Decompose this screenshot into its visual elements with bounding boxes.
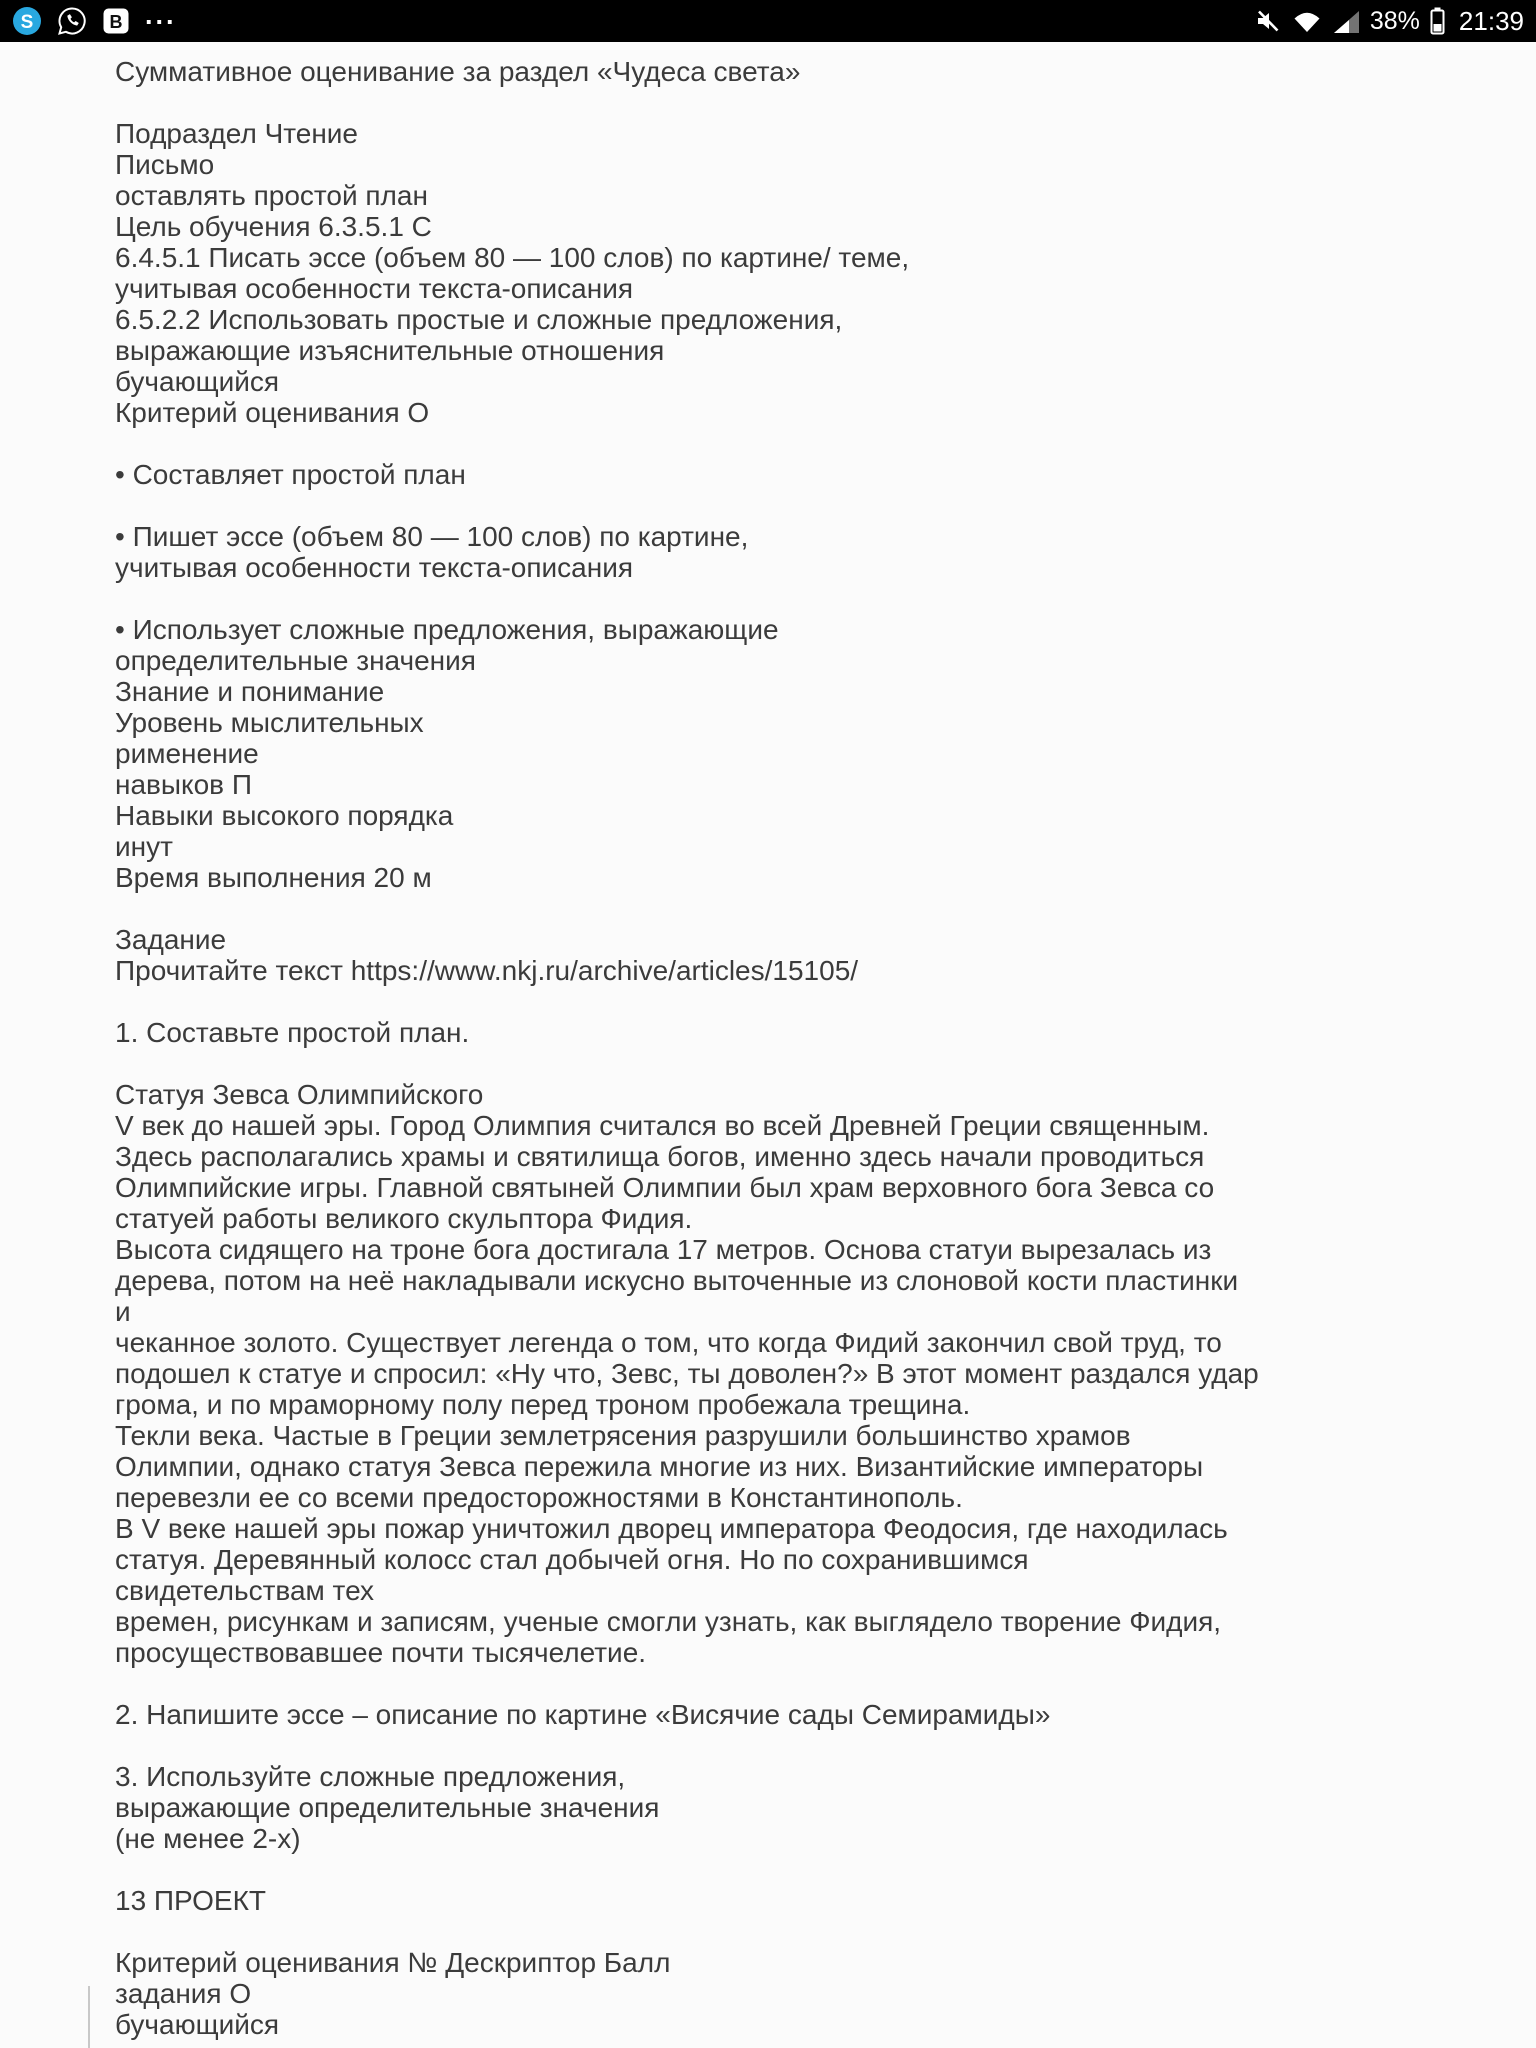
text-line: выражающие изъяснительные отношения bbox=[115, 335, 665, 366]
blank-line bbox=[115, 1730, 1444, 1761]
battery-percent-label: 38% bbox=[1369, 6, 1420, 35]
text-line: бучающийся bbox=[115, 2009, 280, 2040]
text-line: Текли века. Частые в Греции землетрясения разрушили большинство храмов bbox=[115, 1420, 1131, 1451]
text-line: свидетельствам тех bbox=[115, 1575, 375, 1606]
svg-text:B: B bbox=[109, 12, 123, 32]
text-line: • Использует сложные предложения, выражающие bbox=[115, 614, 779, 645]
text-line: (не менее 2-х) bbox=[115, 1823, 301, 1854]
text-line: Знание и понимание bbox=[115, 676, 385, 707]
text-line: учитывая особенности текста-описания bbox=[115, 552, 634, 583]
text-line: V век до нашей эры. Город Олимпия считался во всей Древней Греции священным. bbox=[115, 1110, 1210, 1141]
skype-icon bbox=[12, 6, 42, 36]
text-line: статуя. Деревянный колосс стал добычей огня. Но по сохранившимся bbox=[115, 1544, 1029, 1575]
document-viewer[interactable] bbox=[0, 42, 1536, 2040]
table-left-border bbox=[88, 1986, 90, 2048]
text-line: и bbox=[115, 1296, 131, 1327]
blank-line bbox=[115, 87, 1444, 118]
text-line: В V веке нашей эры пожар уничтожил дворец императора Феодосия, где находилась bbox=[115, 1513, 1228, 1544]
svg-text:S: S bbox=[20, 12, 34, 33]
text-line: 1. Составьте простой план. bbox=[115, 1017, 470, 1048]
whatsapp-icon bbox=[57, 6, 87, 36]
wifi-icon bbox=[1292, 9, 1322, 34]
cell-signal-icon bbox=[1332, 9, 1360, 34]
text-line: Уровень мыслительных bbox=[115, 707, 424, 738]
more-notifications-icon: ... bbox=[145, 0, 177, 30]
blank-line bbox=[115, 1048, 1444, 1079]
text-line: дерева, потом на неё накладывали искусно выточенные из слоновой кости пластинки bbox=[115, 1265, 1239, 1296]
text-line: Прочитайте текст https://www.nkj.ru/archive/articles/15105/ bbox=[115, 955, 859, 986]
battery-icon bbox=[1430, 7, 1445, 35]
text-line: чеканное золото. Существует легенда о том, что когда Фидий закончил свой труд, то bbox=[115, 1327, 1222, 1358]
text-line: Навыки высокого порядка bbox=[115, 800, 454, 831]
clock-label: 21:39 bbox=[1458, 5, 1524, 36]
blank-line bbox=[115, 893, 1444, 924]
text-line: задания О bbox=[115, 1978, 252, 2009]
text-line: Подраздел Чтение bbox=[115, 118, 358, 149]
text-line: 13 ПРОЕКТ bbox=[115, 1885, 266, 1916]
text-line: Высота сидящего на троне бога достигала 17 метров. Основа статуи вырезалась из bbox=[115, 1234, 1212, 1265]
text-line: подошел к статуе и спросил: «Ну что, Зевс, ты доволен?» В этот момент раздался удар bbox=[115, 1358, 1259, 1389]
text-line: просуществовавшее почти тысячелетие. bbox=[115, 1637, 647, 1668]
text-line: оставлять простой план bbox=[115, 180, 428, 211]
document-lines bbox=[115, 87, 1444, 2040]
text-line: времен, рисункам и записям, ученые смогли узнать, как выглядело творение Фидия, bbox=[115, 1606, 1222, 1637]
text-line: Письмо bbox=[115, 149, 215, 180]
text-line: 2. Напишите эссе – описание по картине «Висячие сады Семирамиды» bbox=[115, 1699, 1051, 1730]
text-line: выражающие определительные значения bbox=[115, 1792, 660, 1823]
text-line: Критерий оценивания № Дескриптор Балл bbox=[115, 1947, 671, 1978]
text-line: Олимпийские игры. Главной святыней Олимпии был храм верховного бога Зевса со bbox=[115, 1172, 1215, 1203]
text-line: • Пишет эссе (объем 80 — 100 слов) по картине, bbox=[115, 521, 749, 552]
text-line: 6.4.5.1 Писать эссе (объем 80 — 100 слов) по картине/ теме, bbox=[115, 242, 910, 273]
text-line: рименение bbox=[115, 738, 259, 769]
text-line: 6.5.2.2 Использовать простые и сложные предложения, bbox=[115, 304, 843, 335]
text-line: учитывая особенности текста-описания bbox=[115, 273, 634, 304]
blank-line bbox=[115, 1854, 1444, 1885]
blank-line bbox=[115, 986, 1444, 1017]
text-line: Олимпии, однако статуя Зевса пережила многие из них. Византийские императоры bbox=[115, 1451, 1204, 1482]
text-line: определительные значения bbox=[115, 645, 476, 676]
text-line: перевезли ее со всеми предосторожностями в Константинополь. bbox=[115, 1482, 963, 1513]
text-line: навыков П bbox=[115, 769, 252, 800]
b-app-icon bbox=[102, 7, 130, 35]
text-line: Цель обучения 6.3.5.1 С bbox=[115, 211, 432, 242]
text-line: Время выполнения 20 м bbox=[115, 862, 432, 893]
blank-line bbox=[115, 583, 1444, 614]
text-line: • Составляет простой план bbox=[115, 459, 466, 490]
document-title: Суммативное оценивание за раздел «Чудеса света» bbox=[115, 56, 801, 87]
text-line: инут bbox=[115, 831, 173, 862]
text-line: 3. Используйте сложные предложения, bbox=[115, 1761, 626, 1792]
blank-line bbox=[115, 1916, 1444, 1947]
text-line: Здесь располагались храмы и святилища богов, именно здесь начали проводиться bbox=[115, 1141, 1205, 1172]
blank-line bbox=[115, 490, 1444, 521]
android-status-bar[interactable] bbox=[0, 0, 1536, 42]
text-line: бучающийся bbox=[115, 366, 280, 397]
text-line: Критерий оценивания О bbox=[115, 397, 430, 428]
status-bar-notification-icons bbox=[12, 0, 177, 36]
text-line: Статуя Зевса Олимпийского bbox=[115, 1079, 484, 1110]
text-line: статуей работы великого скульптора Фидия. bbox=[115, 1203, 693, 1234]
text-line: грома, и по мраморному полу перед троном пробежала трещина. bbox=[115, 1389, 971, 1420]
blank-line bbox=[115, 1668, 1444, 1699]
text-line: Задание bbox=[115, 924, 227, 955]
status-bar-system-icons bbox=[1254, 6, 1524, 37]
mute-icon bbox=[1254, 7, 1282, 35]
blank-line bbox=[115, 428, 1444, 459]
